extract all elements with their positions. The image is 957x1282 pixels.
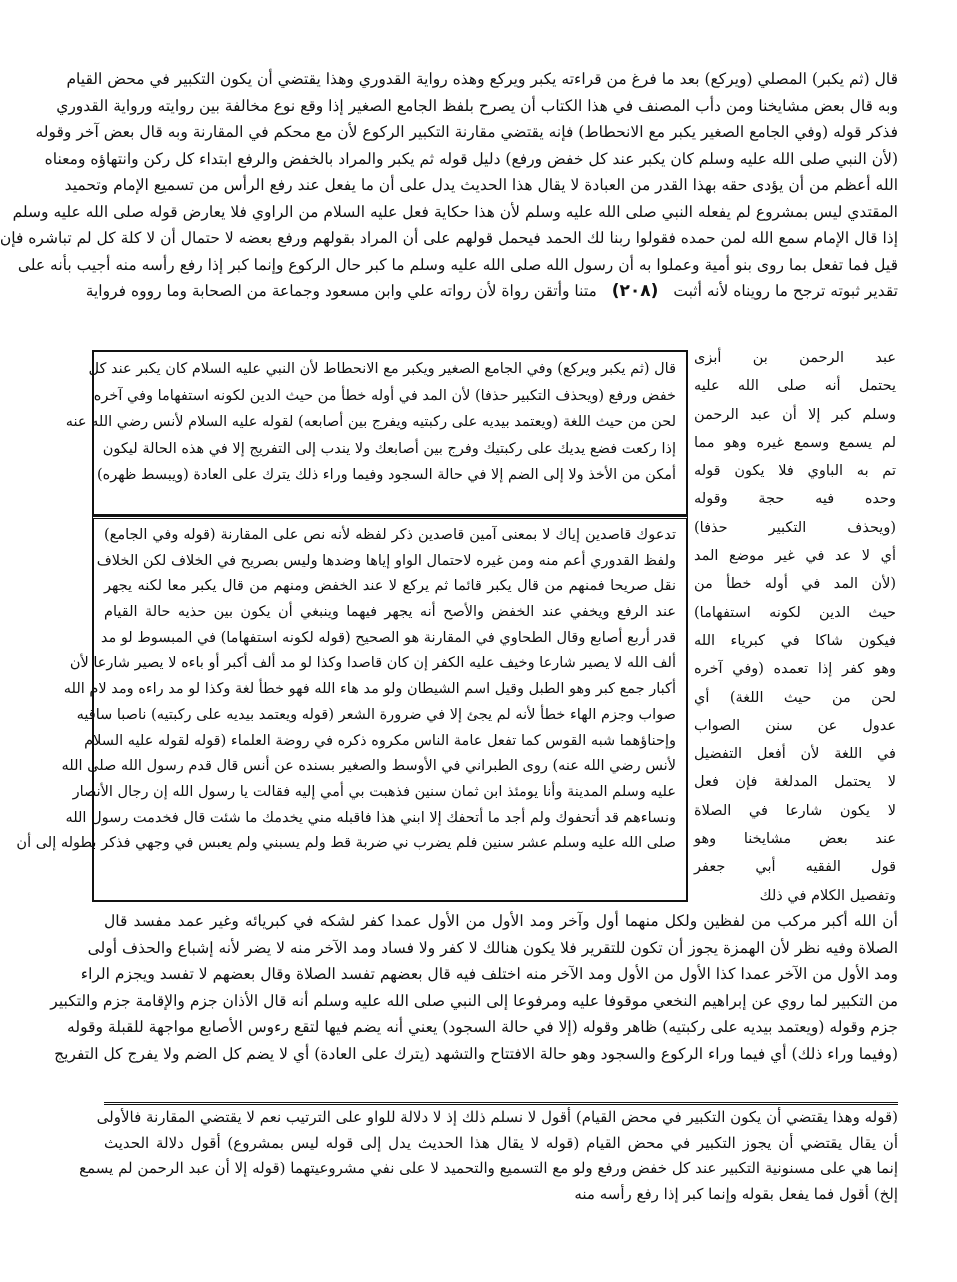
text-line: الصلاة وفيه نظر لأن الهمزة يجوز أن تكون للتقرير فلا يكون هنالك لا كفر ولا فساد ومد الآخر منه لا يضر لأنه إشباع والحذف أولى <box>87 938 898 957</box>
text-line: وبه قال بعض مشايخنا ومن دأب المصنف في هذا الكتاب أن يصرح بلفظ الجامع الصغير إذا وقع نوع مخالفة بين روايته ورواية القدوري <box>56 96 898 115</box>
commentary-line: عند الرفع ويخفي عند الخفض والأصح أنه يجهر فيهما وينبغي أن يكون بين حذيه حالة القيام <box>104 604 676 621</box>
commentary-line <box>104 857 676 883</box>
commentary-line: صواب وجزم الهاء خطأ لأنه لم يجئ إلا في ضرورة الشعر (قوله ويعتمد بيديه على ركبتيه) ناصبا ساقيه <box>76 706 676 723</box>
side-line: يحتمل أنه صلى الله عليه <box>694 378 896 395</box>
side-line: عند بعض مشايخنا وهو <box>694 831 896 848</box>
side-line: لا يحتمل المدلغة فإن فعل <box>694 774 896 791</box>
side-line: في اللغة لأن أفعل التفضيل <box>694 746 896 763</box>
side-line: عدول عن سنن الصواب <box>694 717 896 734</box>
matn-text <box>65 356 676 489</box>
text-line: المقتدي ليس بمشروع لم يفعله النبي صلى الله عليه وسلم لأن هذا حكاية فعل عليه السلام من الراوي فلا يعارض قوله صلى الله عليه وسلم <box>12 202 898 221</box>
text-segment: تقدير ثبوته ترجح ما رويناه لأنه أثبت <box>673 282 898 300</box>
matn-line: أمكن من الأخذ ولا إلى الضم إلا في حالة السجود وفيما وراء ذلك يترك على العادة (ويبسط ظهره) <box>96 467 676 484</box>
side-commentary <box>694 344 896 910</box>
commentary-line: لأنس رضي الله عنه) روى الطبراني في الأوسط والصغير بسنده عن أنس قال قدم رسول الله صلى الله <box>61 758 676 775</box>
text-line: جزم وقوله (ويعتمد بيديه على ركبتيه) ظاهر وقوله (إلا في حالة السجود) يعني أنه يضم فيها لتقع رءوس الأصابع مواجهة للقبلة وقوله <box>67 1018 898 1036</box>
footnote-line: إلخ) أقول فما يفعل بقوله وإنما كبر إذا رفع رأسه منه <box>574 1184 898 1203</box>
commentary-line: ألف الله لا يصير شارعا وخيف عليه الكفر إن كان قاصدا وكذا لو مد ألف أكبر أو باءه لا يصير شارعا لأن <box>69 655 676 672</box>
side-line: عبد الرحمن بن أبزى <box>694 350 896 366</box>
text-segment: متنا وأتقن رواة لأن رواته علي وابن مسعود وجماعة من الصحابة وما رووه فرواية <box>85 282 597 300</box>
commentary-box <box>16 516 688 902</box>
commentary-line: قدر أربع أصابع وقال الطحاوي في المقارنة هو الصحيح (قوله لكونه استفهاما) في المبسوط لو مد <box>100 629 676 646</box>
page-number: (٢٠٨) <box>611 281 659 301</box>
main-commentary-top <box>0 66 898 305</box>
text-line: قال (ثم يكبر) المصلي (ويركع) بعد ما فرغ من قراءته يكبر ويركع وهذه رواية القدوري وهذا يقتضي أن يكون التكبير في محض القيام <box>66 70 898 88</box>
side-line: حيث الدين لكونه استفهاما) <box>694 604 896 621</box>
commentary-line: ونساءهم قد أتحفوك ولم أجد ما أتحفك إلا ابني هذا فاقبله مني يخدمك ما شئت قال فخدمت رسول الله <box>65 809 676 826</box>
matn-box <box>65 350 688 516</box>
commentary-line: أكبار جمع كبر وهو الطبل وقيل اسم الشيطان ولو مد هاء الله فهو خطأ لغة وكذا لو مد راءه ومد لام الله <box>63 681 676 698</box>
page-number-line <box>85 278 898 305</box>
text-line: فذكر قوله (وفي الجامع الصغير يكبر مع الانحطاط) فإنه يقتضي مقارنة التكبير الركوع لأن مع محكم في المقارنة وبه قال بعض آخر وقوله <box>35 123 898 141</box>
commentary-line: ولفظ القدوري أعم منه ومن غيره لاحتمال الواو إياها وضدها وليس بصريح في الخلاف لكن الخلاف <box>96 552 676 569</box>
side-line: لحن من حيث اللغة) أي <box>694 689 896 706</box>
footnotes <box>79 1105 898 1207</box>
text-line <box>104 1067 898 1094</box>
text-line: (وفيما وراء ذلك) أي فيما وراء الركوع والسجود وهو حالة الافتتاح والتشهد (يترك على العادة) أي لا يضم كل الضم ولا يفرج كل التفريج <box>54 1044 898 1063</box>
side-line: (لأن المد في أوله خطأ من <box>694 576 896 593</box>
main-commentary-bottom <box>50 908 898 1094</box>
commentary-line: صلى الله عليه وسلم عشر سنين فلم يضرب ني ضربة قط ولم يسبني ولم يعبس في وجهي فذكر بطوله إلى أن <box>16 835 676 852</box>
commentary-line: نقل صريحا فمنهم من قال يكبر قائما ثم يركع لا عند الخفض ومنهم من قال يكبر معا لكنه يجهر <box>104 578 676 595</box>
matn-line: خفض ورفع (ويحذف التكبير حذفا) لأن المد في أوله خطأ من حيث الدين لكونه استفهاما وفي آخره <box>93 387 676 404</box>
side-line: لم يسمع وسمع غيره وهو مما <box>694 434 896 451</box>
side-line: فيكون شاكا في كبرياء الله <box>694 632 896 649</box>
text-line: من التكبير لما روي عن إبراهيم النخعي موقوفا عليه ومرفوعا إلى النبي صلى الله عليه وسلم أنه قال الأذان جزم والإقامة جزم والتكبير <box>50 991 898 1010</box>
matn-line: قال (ثم يكبر ويركع) وفي الجامع الصغير ويكبر مع الانحطاط لأن النبي عليه السلام كان يكبر عند كل <box>88 361 676 377</box>
side-line: وتفصيل الكلام في ذلك <box>759 887 896 904</box>
commentary-line <box>104 883 676 909</box>
footnote-line: أن يقال يقتضي أن يجوز التكبير في محض القيام (قوله لا يقال هذا الحديث يدل إلى قوله ليس بمشروع) أقول دلالة الحديث <box>104 1133 898 1152</box>
text-line: إذا قال الإمام سمع الله لمن حمده فقولوا ربنا لك الحمد فيحمل قولهم على أن المراد بقولهم ورفع بعضه لا حتمال أن لا كلة كل لم تباشره فإن <box>0 229 898 247</box>
text-line: قيل فما تفعل بما روى بنو أمية وعملوا به أن رسول الله صلى الله عليه وسلم ما كبر حال الركوع وإنما كبر إذا رفع رأسه منه أجيب بأنه على <box>17 255 898 274</box>
text-line: أن الله أكبر مركب من لفظين ولكل منهما أول وآخر ومد الأول من الأول عمدا كفر لشكه في كبريائه وغير عمد مفسد قال <box>104 912 898 930</box>
side-line: قول الفقيه أبي جعفر <box>694 859 896 876</box>
side-line: وحده فيه حجة وقوله <box>694 491 896 508</box>
text-line: ومد الأول من الآخر عمدا كذا الأول من الأول ومد الآخر منه اختلف فيه قال بعضهم تفسد الصلاة وقال بعضهم لا تفسد ويجزم الراء <box>80 965 898 983</box>
footnote-line: إنما هي على مسنونية التكبير عند كل خفض ورفع ولو مع التسميع والتحميد لا على نفي مشروعيتهما (قوله إلا أن عبد الرحمن لم يسمع <box>79 1159 898 1177</box>
commentary-line: عليه وسلم المدينة وأنا يومئذ ابن ثمان سنين فذهبت بي أمي إليه فقالت يا رسول الله إن رجال الأنصار <box>72 783 676 800</box>
commentary-line: تدعوك قاصدين إياك لا بمعنى آمين قاصدين ذكر لفظه لأنه نص على المقارنة (قوله وفي الجامع) <box>104 527 676 543</box>
matn-line: إذا ركعت فضع يديك على ركبتيك وفرج بين أصابعك ولا يندب إلى التفريج إلا في هذه الحالة ليكون <box>102 440 676 457</box>
side-line: وهو كفر إذا تعمده (وفي آخره <box>694 661 896 678</box>
side-line: أي لا عد في غير موضع المد <box>694 548 896 565</box>
side-line: (ويحذف التكبير حذفا) <box>694 519 896 536</box>
side-line: تم به الباوي فلا يكون قوله <box>694 463 896 480</box>
text-line: الله أعظم من أن يؤدى حقه بهذا القدر من العبادة لا يقال هذا الحديث يدل على أن ما يفعل عند رفع الرأس من تسميع الإمام وتحميد <box>64 176 898 194</box>
commentary-line: وإحناؤهما شبه القوس كما تفعل عامة الناس مكروه ذكره في روضة العلماء (قوله لقوله عليه السلام <box>84 732 676 749</box>
commentary-box-text <box>16 523 676 908</box>
side-line: وسلم كبر إلا أن عبد الرحمن <box>694 406 896 423</box>
footnote-line: (قوله وهذا يقتضي أن يكون التكبير في محض القيام) أقول لا نسلم ذلك إذ لا دلالة للواو على الترتيب نعم لا يقتضي المقارنة فالأولى <box>96 1108 898 1126</box>
text-line: (لأن النبي صلى الله عليه وسلم كان يكبر عند كل خفض ورفع) دليل قوله ثم يكبر والمراد بالخفض والرفع ابتداء كل ركن وانتهاؤه ومعناه <box>44 149 898 168</box>
side-line: لا يكون شارعا في الصلاة <box>694 802 896 819</box>
matn-line: لحن من حيث اللغة (ويعتمد بيديه على ركبتيه ويفرج بين أصابعه) لقوله عليه السلام لأنس رضي الله عنه <box>65 414 676 431</box>
